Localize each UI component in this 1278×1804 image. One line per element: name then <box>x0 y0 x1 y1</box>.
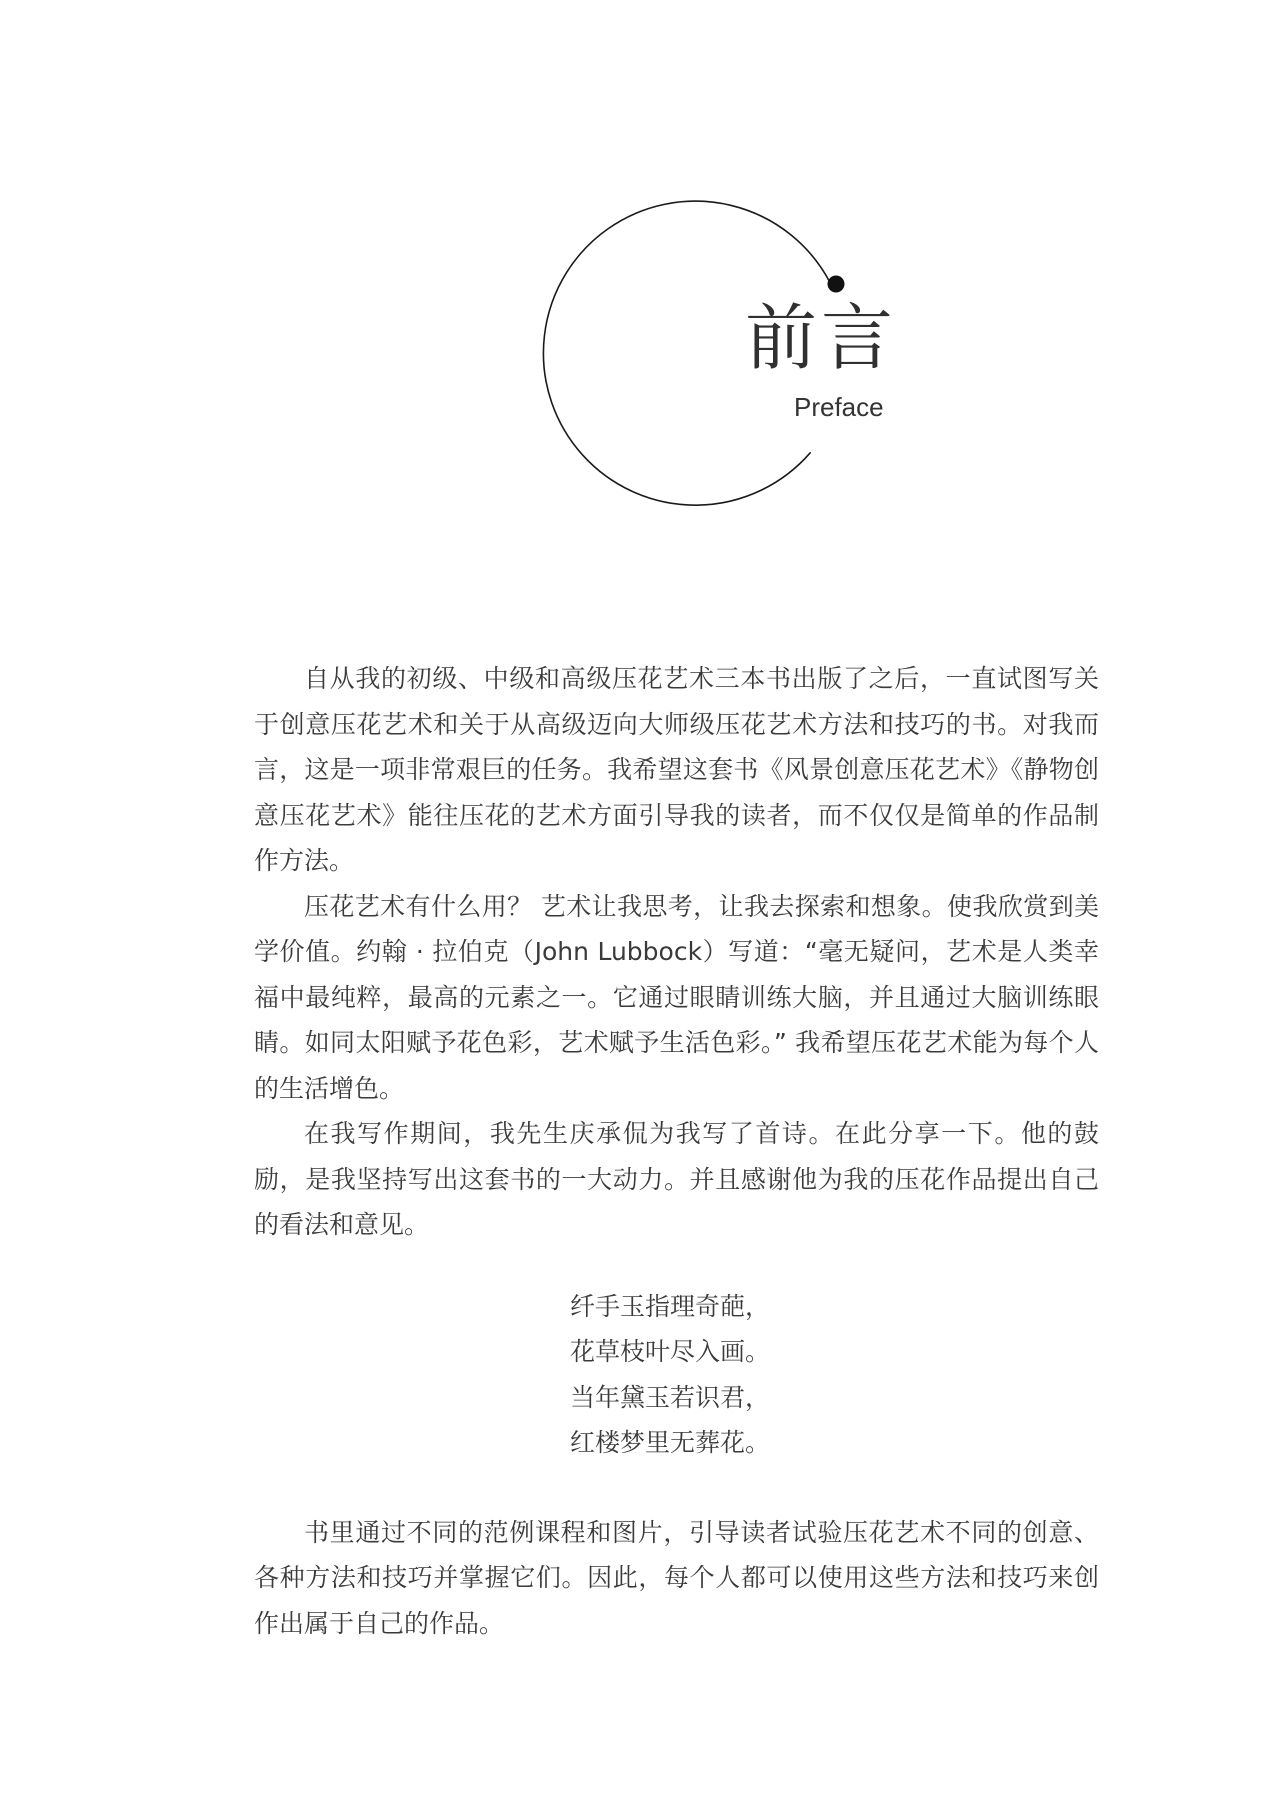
closing-paragraph: 书里通过不同的范例课程和图片，引导读者试验压花艺术不同的创意、各种方法和技巧并掌握它们。因此，每个人都可以使用这些方法和技巧来创作出属于自己的作品。 <box>254 1517 1099 1638</box>
paragraph: 自从我的初级、中级和高级压花艺术三本书出版了之后，一直试图写关于创意压花艺术和关于从高级迈向大师级压花艺术方法和技巧的书。对我而言，这是一项非常艰巨的任务。我希望这套书《风景创意压花艺术》《静物创意压花艺术》能往压花的艺术方面引导我的读者，而不仅仅是简单的作品制作方法。 <box>254 664 1099 875</box>
poem-line: 纤手玉指理奇葩， <box>570 1291 771 1321</box>
heading-circle-graphic <box>0 0 1278 560</box>
poem <box>570 1284 1099 1466</box>
paragraph: 在我写作期间，我先生庆承侃为我写了首诗。在此分享一下。他的鼓励，是我坚持写出这套书的一大动力。并且感谢他为我的压花作品提出自己的看法和意见。 <box>254 1119 1099 1239</box>
preface-body <box>254 656 1099 1646</box>
decorative-dot <box>828 276 845 293</box>
page-title: 前言 <box>745 296 898 380</box>
page-subtitle: Preface <box>794 392 884 422</box>
poem-line: 花草枝叶尽入画。 <box>570 1337 771 1366</box>
paragraph: 压花艺术有什么用？ 艺术让我思考，让我去探索和想象。使我欣赏到美学价值。约翰 · 拉伯克（John Lubbock）写道：“毫无疑问，艺术是人类幸福中最纯粹，最高的元素之一。它通过眼睛训练大脑，并且通过大脑训练眼睛。如同太阳赋予花色彩，艺术赋予生活色彩。” 我希望压花艺术能为每个人的生活增色。 <box>254 891 1099 1103</box>
poem-line: 红楼梦里无葬花。 <box>570 1428 771 1457</box>
poem-line: 当年黛玉若识君， <box>570 1382 771 1412</box>
